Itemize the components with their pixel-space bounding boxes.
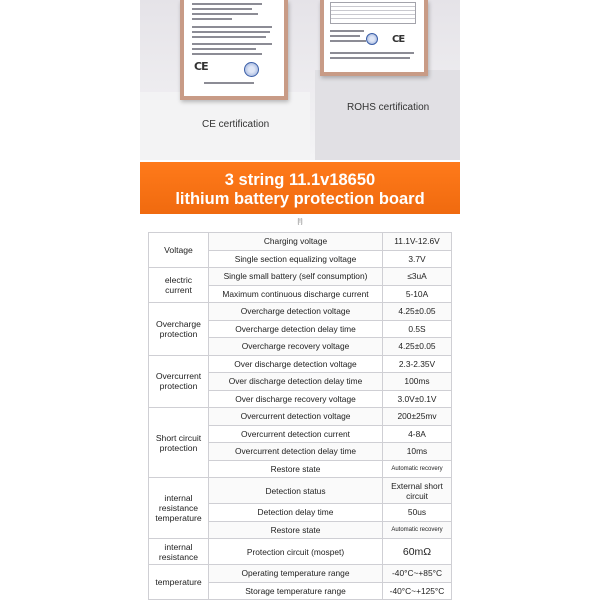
spec-value: 5-10A	[383, 285, 452, 303]
spec-item: Single small battery (self consumption)	[209, 268, 383, 286]
product-title-banner	[140, 162, 460, 214]
table-row	[149, 565, 452, 583]
spec-value: 60mΩ	[383, 539, 452, 565]
spec-item: Over discharge detection voltage	[209, 355, 383, 373]
spec-item: Overcharge detection delay time	[209, 320, 383, 338]
spec-value: -40°C~+125°C	[383, 582, 452, 600]
table-row	[149, 478, 452, 504]
ce-logo: CE	[194, 60, 208, 73]
product-detail-page	[140, 0, 460, 600]
spec-item: Overcurrent detection current	[209, 425, 383, 443]
spec-item: Detection delay time	[209, 504, 383, 522]
spec-item: Restore state	[209, 521, 383, 539]
spec-value: 3.0V±0.1V	[383, 390, 452, 408]
spec-value: 11.1V-12.6V	[383, 233, 452, 251]
category-overcharge: Overcharge protection	[149, 303, 209, 356]
ce-certificate-frame	[180, 0, 288, 100]
spec-item: Maximum continuous discharge current	[209, 285, 383, 303]
category-voltage: Voltage	[149, 233, 209, 268]
category-electric-current: electric current	[149, 268, 209, 303]
spec-item: Overcurrent detection voltage	[209, 408, 383, 426]
spec-item: Over discharge recovery voltage	[209, 390, 383, 408]
table-row	[149, 233, 452, 251]
ce-logo: CE	[392, 34, 405, 45]
spec-value: 4.25±0.05	[383, 303, 452, 321]
spec-item: Detection status	[209, 478, 383, 504]
certification-seal	[366, 33, 378, 45]
spec-item: Operating temperature range	[209, 565, 383, 583]
table-marker: [!]	[297, 219, 303, 225]
table-row	[149, 268, 452, 286]
spec-table	[148, 232, 452, 600]
category-overcurrent: Overcurrent protection	[149, 355, 209, 408]
spec-value: 2.3-2.35V	[383, 355, 452, 373]
spec-value: 10ms	[383, 443, 452, 461]
banner-title-line2: lithium battery protection board	[175, 190, 425, 208]
certificate-photo	[140, 0, 460, 160]
table-row	[149, 303, 452, 321]
spec-value: 4.25±0.05	[383, 338, 452, 356]
banner-title-line1: 3 string 11.1v18650	[224, 171, 376, 189]
table-row	[149, 539, 452, 565]
spec-value: 0.5S	[383, 320, 452, 338]
spec-value: 100ms	[383, 373, 452, 391]
display-shelf	[315, 70, 460, 160]
spec-value: 4-8A	[383, 425, 452, 443]
spec-value: 50us	[383, 504, 452, 522]
rohs-certification-caption: ROHS certification	[347, 102, 430, 113]
category-temperature: temperature	[149, 565, 209, 600]
spec-value: 3.7V	[383, 250, 452, 268]
spec-item: Over discharge detection delay time	[209, 373, 383, 391]
table-row	[149, 355, 452, 373]
spec-item: Storage temperature range	[209, 582, 383, 600]
spec-item: Protection circuit (mospet)	[209, 539, 383, 565]
spec-value: External short circuit	[383, 478, 452, 504]
category-internal-resistance-temperature: internal resistance temperature	[149, 478, 209, 539]
certification-seal	[244, 62, 259, 77]
rohs-certificate-frame	[320, 0, 428, 76]
spec-value: -40°C~+85°C	[383, 565, 452, 583]
spec-value: 200±25mv	[383, 408, 452, 426]
ce-certification-caption: CE certification	[202, 119, 270, 130]
spec-item: Overcharge detection voltage	[209, 303, 383, 321]
spec-item: Overcurrent detection delay time	[209, 443, 383, 461]
spec-value: ≤3uA	[383, 268, 452, 286]
category-internal-resistance: internal resistance	[149, 539, 209, 565]
spec-value: Automatic recovery	[383, 460, 452, 478]
spec-item: Single section equalizing voltage	[209, 250, 383, 268]
spec-item: Charging voltage	[209, 233, 383, 251]
category-short-circuit: Short circuit protection	[149, 408, 209, 478]
spec-item: Overcharge recovery voltage	[209, 338, 383, 356]
spec-value: Automatic recovery	[383, 521, 452, 539]
table-row	[149, 408, 452, 426]
spec-item: Restore state	[209, 460, 383, 478]
